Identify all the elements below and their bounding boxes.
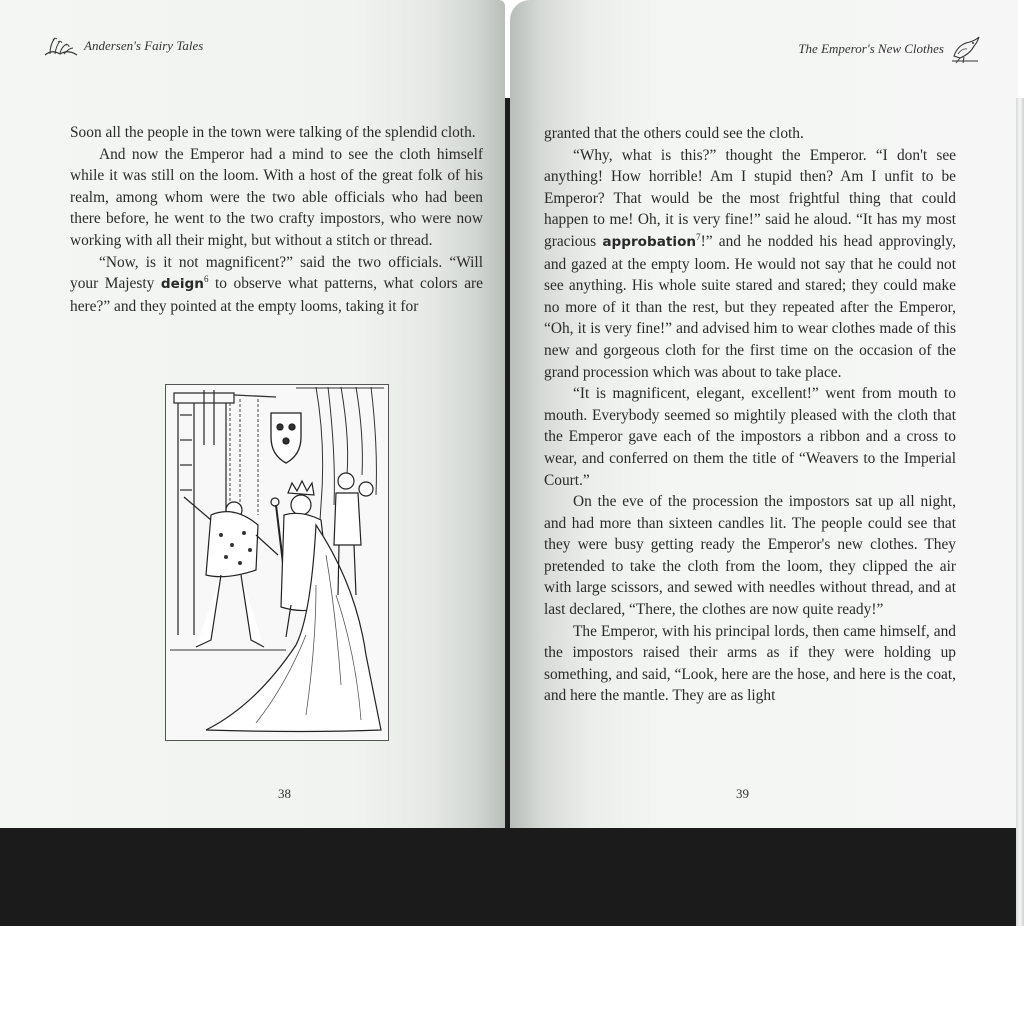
left-page-text [70, 122, 483, 317]
running-header-left [42, 34, 203, 58]
glossed-word: approbation [602, 233, 697, 250]
text-run: !” and he nodded his head approvingly, and gazed at the empty loom. He would not say that he could not see anything. His whole suite stared and stared; they could make no more of it than the rest, but they repeated after the Emperor, “Oh, it is very fine!” and advised him to wear clothes made of this new and gorgeous cloth for the first time on the occasion of the grand procession which was about to take place. [544, 232, 956, 381]
text-run: “Why, what is this?” thought the Emperor. “I don't see anything! How horrible! Am I stupid then? Am I unfit to be Emperor? That would be the most frightful thing that could happen to me! Oh, it is very fine!” said he aloud. “It has my most gracious [544, 146, 956, 250]
bird-ornament-icon [948, 34, 982, 64]
footnote-mark: 6 [203, 274, 209, 285]
emperor-at-loom-illustration [165, 384, 389, 741]
reed-ornament-icon [42, 34, 80, 58]
paragraph [544, 145, 956, 384]
text-run: “Now, is it not magnificent?” said the two officials. “Will your Majesty [70, 253, 483, 293]
paragraph [70, 252, 483, 318]
right-page-text [544, 123, 956, 707]
paragraph: Soon all the people in the town were talking of the splendid cloth. [70, 124, 476, 141]
paragraph: And now the Emperor had a mind to see the cloth himself while it was still on the loom. With a host of the great folk of his realm, among whom were the two able officials who had been there before, he went to the two crafty impostors, who were now working with all their might, but without a stitch or thread. [70, 145, 483, 249]
running-header-right [798, 34, 982, 64]
right-page [510, 0, 1018, 828]
show-through-text [378, 386, 498, 408]
chapter-title: The Emperor's New Clothes [798, 41, 944, 56]
paragraph: The Emperor, with his principal lords, then came himself, and the impostors raised their arms as if they were holding up something, and said, “Look, here are the hose, and here is the coat, and here the mantle. They are as light [544, 622, 956, 705]
book-title: Andersen's Fairy Tales [84, 38, 204, 53]
paragraph: “It is magnificent, elegant, excellent!” went from mouth to mouth. Everybody seemed so mightily pleased with the cloth that the Emperor gave each of the impostors a ribbon and a cross to wear, and conferred on them the title of “Weavers to the Imperial Court.” [544, 385, 956, 489]
glossed-word: deign [160, 276, 204, 293]
footnote-mark: 7 [696, 231, 701, 242]
left-page [0, 0, 505, 828]
paragraph: On the eve of the procession the impostors sat up all night, and had more than sixteen candles lit. The people could see that they were busy getting ready the Emperor's new clothes. They pretended to take the cloth from the loom, they clipped the air with large scissors, and sewed with needles without thread, and at last declared, “There, the clothes are now quite ready!” [544, 493, 956, 619]
paragraph: granted that the others could see the cloth. [544, 125, 804, 142]
text-run: to observe what patterns, what colors are here?” and they pointed at the empty looms, taking it for [70, 275, 483, 315]
page-edges [1016, 98, 1024, 926]
page-number: 39 [736, 786, 749, 801]
page-number: 38 [278, 786, 291, 801]
